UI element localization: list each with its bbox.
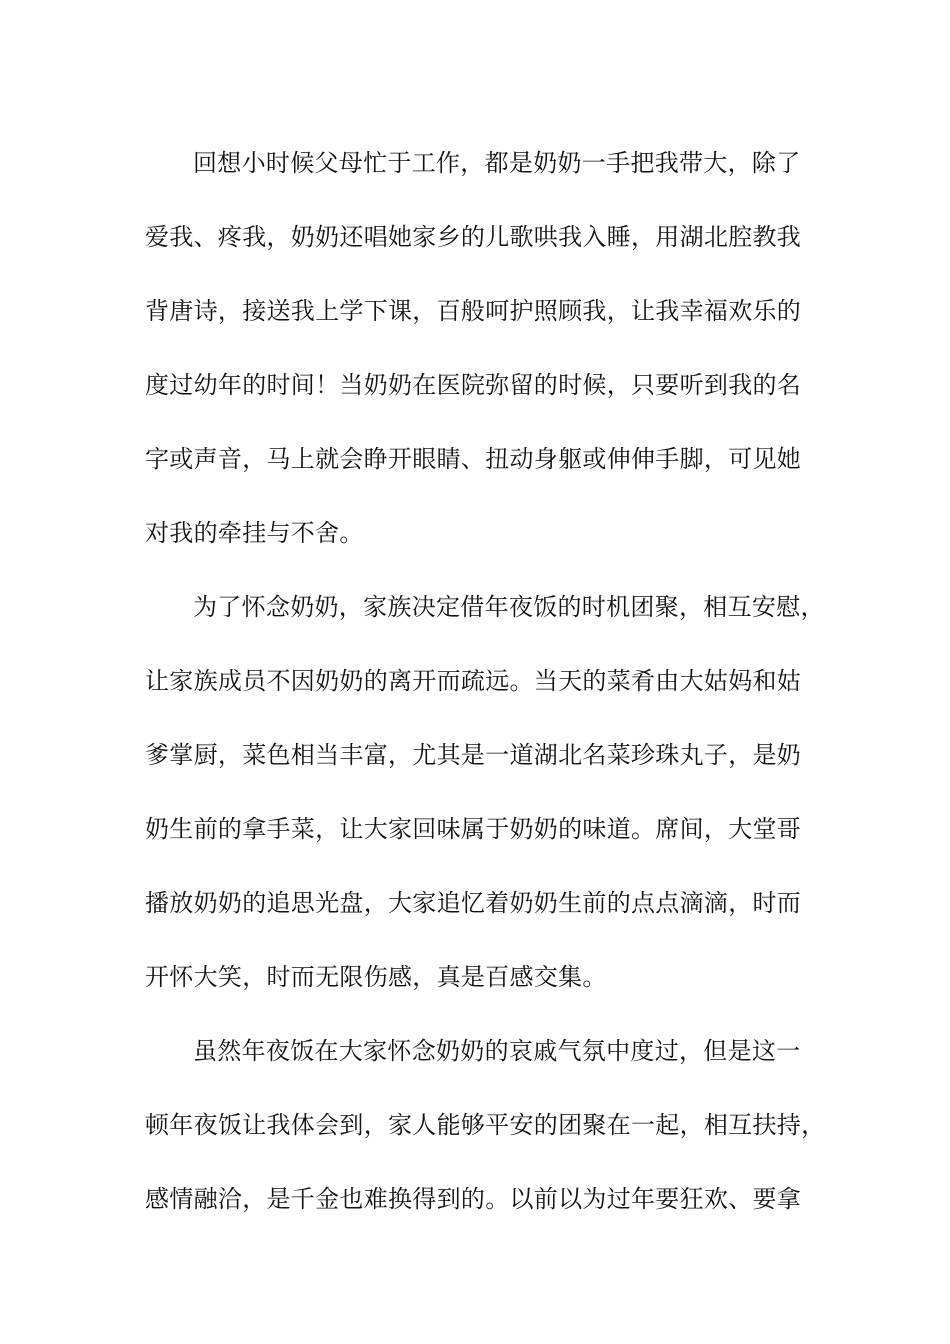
text-line: 字或声音，马上就会睁开眼睛、扭动身躯或伸伸手脚，可见她 — [145, 445, 802, 473]
body-text — [145, 126, 826, 1236]
text-line: 对我的牵挂与不舍。 — [145, 519, 364, 547]
text-line: 爹掌厨，菜色相当丰富，尤其是一道湖北名菜珍珠丸子，是奶 — [145, 741, 802, 769]
text-line: 为了怀念奶奶，家族决定借年夜饭的时机团聚，相互安慰， — [193, 593, 825, 621]
text-line: 回想小时候父母忙于工作，都是奶奶一手把我带大，除了 — [193, 149, 801, 177]
paragraph-1 — [145, 126, 810, 570]
text-line: 开怀大笑，时而无限伤感，真是百感交集。 — [145, 963, 607, 991]
paragraph-2 — [145, 570, 825, 1014]
text-line: 感情融洽，是千金也难换得到的。以前以为过年要狂欢、要拿 — [145, 1185, 802, 1213]
text-line: 奶生前的拿手菜，让大家回味属于奶奶的味道。席间，大堂哥 — [145, 815, 802, 843]
text-line: 背唐诗，接送我上学下课，百般呵护照顾我，让我幸福欢乐的 — [145, 297, 802, 325]
text-line: 虽然年夜饭在大家怀念奶奶的哀戚气氛中度过，但是这一 — [193, 1037, 801, 1065]
text-line: 播放奶奶的追思光盘，大家追忆着奶奶生前的点点滴滴，时而 — [145, 889, 802, 917]
text-line: 度过幼年的时间！当奶奶在医院弥留的时候，只要听到我的名 — [145, 371, 802, 399]
text-line: 顿年夜饭让我体会到，家人能够平安的团聚在一起，相互扶持， — [145, 1111, 826, 1139]
paragraph-3 — [145, 1014, 826, 1236]
text-line: 爱我、疼我，奶奶还唱她家乡的儿歌哄我入睡，用湖北腔教我 — [145, 223, 802, 251]
text-line: 让家族成员不因奶奶的离开而疏远。当天的菜肴由大姑妈和姑 — [145, 667, 802, 695]
